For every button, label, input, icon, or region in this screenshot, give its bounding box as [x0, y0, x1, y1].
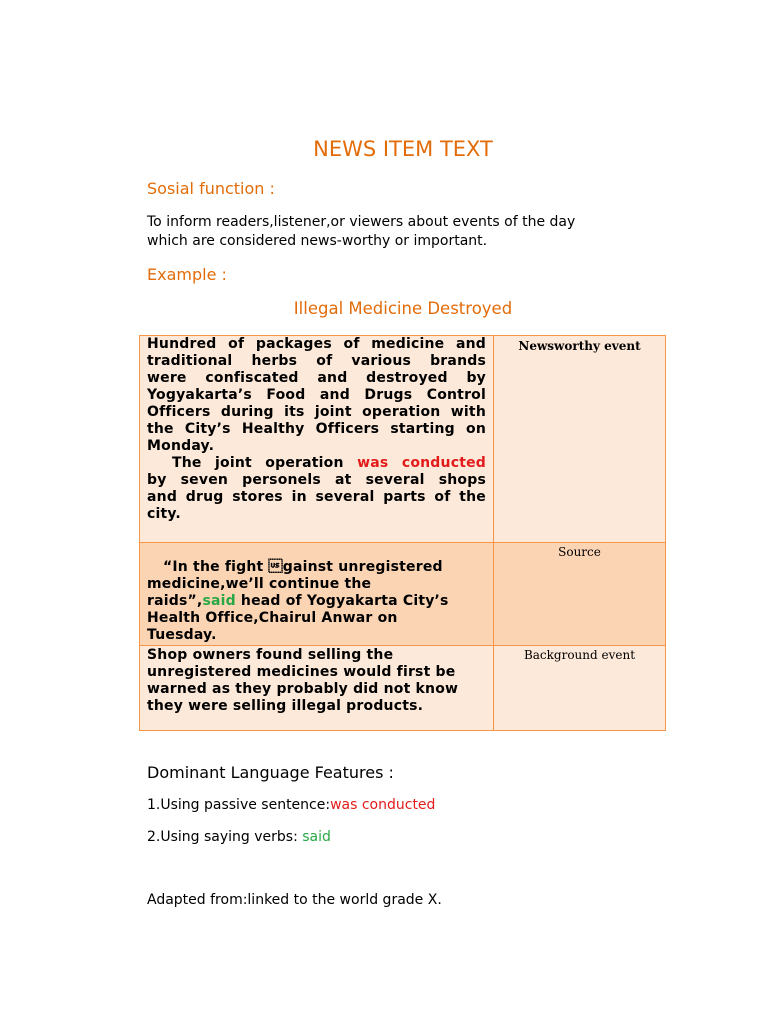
source-note: Adapted from:linked to the world grade X.	[147, 892, 442, 908]
text-line: Monday.	[147, 438, 215, 454]
feature-item-passive	[147, 797, 435, 813]
text-line: Officers during its joint operation with	[147, 404, 486, 420]
text-line: by seven personels at several shops	[147, 472, 486, 488]
source-text	[140, 543, 494, 645]
text-line: warned as they probably did not know	[147, 681, 459, 697]
social-function-line: which are considered news-worthy or important.	[147, 233, 488, 249]
text-line: Health Office,Chairul Anwar on	[147, 610, 398, 626]
passive-highlight: was conducted	[357, 455, 486, 471]
table-row-newsworthy-event	[140, 336, 665, 542]
text-fragment: head of Yogyakarta City’s	[235, 593, 449, 609]
saying-verb-highlight: said	[302, 829, 331, 845]
social-function-text	[147, 213, 647, 251]
social-function-heading: Sosial function :	[147, 179, 275, 198]
text-line	[147, 455, 486, 472]
newsworthy-event-text	[140, 336, 494, 542]
text-line: medicine,we’ll continue the	[147, 576, 372, 592]
text-line: city.	[147, 506, 181, 522]
feature-item-saying-verbs	[147, 829, 331, 845]
text-line: Hundred of packages of medicine and	[147, 336, 486, 352]
passive-highlight: was conducted	[330, 797, 436, 813]
text-line: and drug stores in several parts of the	[147, 489, 486, 505]
text-line: Shop owners found selling the	[147, 647, 394, 663]
table-row-background-event	[140, 645, 665, 730]
text-line: the City’s Healthy Officers starting on	[147, 421, 486, 437]
background-event-text	[140, 646, 494, 730]
text-line	[147, 593, 486, 610]
feature-label: 1.Using passive sentence:	[147, 797, 331, 813]
text-line: they were selling illegal products.	[147, 698, 424, 714]
text-fragment: The joint operation	[172, 455, 358, 471]
table-row-source	[140, 542, 665, 645]
text-line: were confiscated and destroyed by	[147, 370, 486, 386]
text-fragment: raids”,	[147, 593, 203, 609]
saying-verb-highlight: said	[202, 593, 236, 609]
text-line: “In the fight gainst unregistered	[163, 559, 443, 575]
source-label: Source	[558, 545, 601, 559]
background-event-label: Background event	[523, 648, 636, 662]
example-heading: Example :	[147, 265, 227, 284]
feature-label: 2.Using saying verbs:	[147, 829, 303, 845]
dominant-features-heading: Dominant Language Features :	[147, 763, 394, 782]
text-line: Yogyakarta’s Food and Drugs Control	[147, 387, 486, 403]
news-item-table	[139, 335, 666, 731]
article-title: Illegal Medicine Destroyed	[293, 299, 513, 318]
newsworthy-event-label: Newsworthy event	[518, 339, 641, 353]
text-line: traditional herbs of various brands	[147, 353, 486, 369]
text-line: Tuesday.	[147, 627, 217, 643]
social-function-line: To inform readers,listener,or viewers about events of the day	[147, 214, 576, 230]
text-line: unregistered medicines would first be	[147, 664, 456, 680]
page-title: NEWS ITEM TEXT	[313, 137, 493, 161]
